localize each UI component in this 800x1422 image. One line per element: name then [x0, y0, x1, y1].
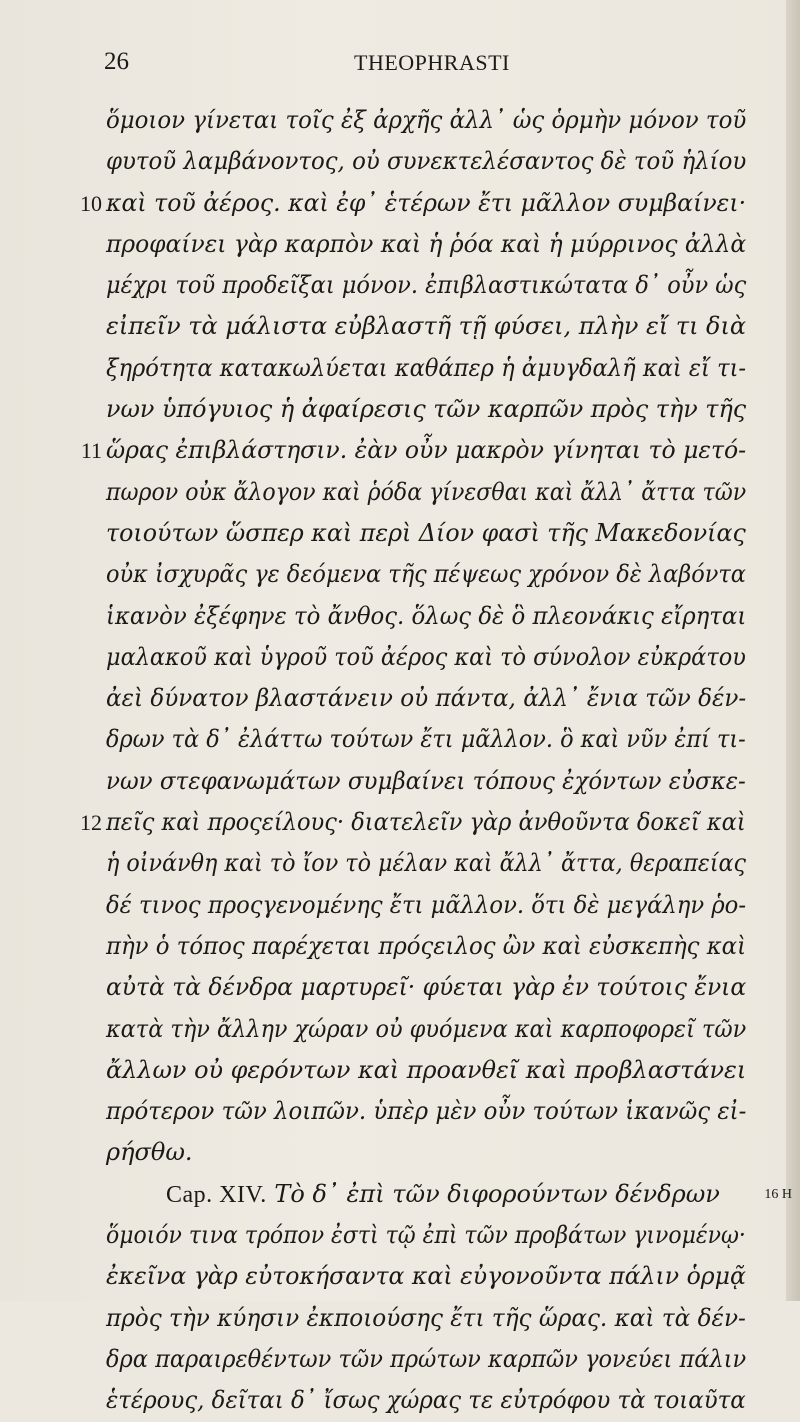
text-line: [106, 1298, 776, 1339]
text-line: [106, 306, 776, 347]
line-text: ἀεὶ δύνατον βλαστάνειν οὐ πάντα, ἀλλ᾽ ἔνια τῶν δέν-: [106, 684, 747, 713]
line-text: πρότερον τῶν λοιπῶν. ὑπὲρ μὲν οὖν τούτων ἱκανῶς εἰ-: [106, 1097, 747, 1126]
text-line: [106, 1050, 776, 1091]
text-line: [106, 348, 776, 389]
line-text: δέ τινος προςγενομένης ἔτι μᾶλλον. ὅτι δὲ μεγάλην ῥο-: [106, 890, 747, 919]
line-text: ἐκεῖνα γὰρ εὐτοκήσαντα καὶ εὐγονοῦντα πάλιν ὁρμᾷ: [106, 1262, 746, 1291]
page-edge: [786, 0, 800, 1301]
line-text: κατὰ τὴν ἄλλην χώραν οὐ φυόμενα καὶ καρποφορεῖ τῶν: [106, 1014, 747, 1043]
text-line: [106, 265, 776, 306]
text-line: [106, 513, 776, 554]
line-text: δρων τὰ δ᾽ ἐλάττω τούτων ἔτι μᾶλλον. ὃ καὶ νῦν ἐπί τι-: [106, 725, 746, 754]
page-number: 26: [104, 48, 129, 75]
text-line: [106, 637, 776, 678]
page-header: [104, 48, 704, 82]
text-line: [106, 843, 776, 884]
text-line: [106, 1174, 792, 1215]
line-text: ἡ οἰνάνθη καὶ τὸ ἴον τὸ μέλαν καὶ ἄλλ᾽ ἄττα, θεραπείας: [106, 849, 747, 878]
line-text: ὅμοιον γίνεται τοῖς ἐξ ἀρχῆς ἀλλ᾽ ὡς ὁρμὴν μόνον τοῦ: [106, 106, 747, 134]
line-text: ξηρότητα κατακωλύεται καθάπερ ἡ ἀμυγδαλῆ καὶ εἴ τι-: [106, 353, 747, 382]
text-line: [106, 1091, 776, 1132]
text-line: [80, 802, 776, 843]
line-text: εἰπεῖν τὰ μάλιστα εὐβλαστῆ τῇ φύσει, πλὴν εἴ τι διὰ: [106, 312, 746, 341]
text-line: [106, 1339, 776, 1380]
text-line: [106, 554, 776, 595]
text-line: [106, 885, 776, 926]
page-reference: 16 H: [764, 1186, 792, 1202]
text-line: [106, 141, 776, 182]
line-text: τοιούτων ὥσπερ καὶ περὶ Δίον φασὶ τῆς Μακεδονίας: [106, 518, 746, 547]
text-line: [106, 967, 776, 1008]
line-text: αὐτὰ τὰ δένδρα μαρτυρεῖ· φύεται γὰρ ἐν τούτοις ἔνια: [106, 973, 747, 1002]
text-line: [106, 389, 776, 430]
line-text: νων ὑπόγυιος ἡ ἀφαίρεσις τῶν καρπῶν πρὸς τὴν τῆς: [106, 395, 747, 424]
line-text: νων στεφανωμάτων συμβαίνει τόπους ἐχόντων εὐσκε-: [106, 766, 746, 795]
text-line: [106, 761, 776, 802]
chapter-heading: Cap. XIV.: [166, 1181, 267, 1208]
text-body: [80, 100, 792, 1422]
text-line: [106, 719, 776, 760]
line-text: ὅμοιόν τινα τρόπον ἐστὶ τῷ ἐπὶ τῶν προβάτων γινομένῳ·: [106, 1221, 746, 1250]
text-line: [106, 1009, 776, 1050]
line-text: μαλακοῦ καὶ ὑγροῦ τοῦ ἀέρος καὶ τὸ σύνολον εὐκράτου: [106, 642, 746, 671]
text-line: [106, 1215, 776, 1256]
line-text: ρήσθω.: [106, 1138, 193, 1167]
running-title: THEOPHRASTI: [354, 50, 510, 75]
text-line: [106, 1132, 776, 1173]
line-text: πὴν ὁ τόπος παρέχεται πρόςειλος ὢν καὶ εὐσκεπὴς καὶ: [106, 931, 747, 960]
line-text: πωρον οὐκ ἄλογον καὶ ῥόδα γίνεσθαι καὶ ἄλλ᾽ ἄττα τῶν: [106, 477, 747, 506]
text-line: [106, 926, 776, 967]
text-line: [106, 1380, 776, 1421]
section-number: 11: [80, 438, 102, 464]
text-line: [106, 596, 776, 637]
line-text: φυτοῦ λαμβάνοντος, οὐ συνεκτελέσαντος δὲ τοῦ ἡλίου: [106, 147, 747, 176]
text-line: [106, 224, 776, 265]
line-text: μέχρι τοῦ προδεῖξαι μόνον. ἐπιβλαστικώτατα δ᾽ οὖν ὡς: [106, 271, 747, 300]
line-text: ἱκανὸν ἐξέφηνε τὸ ἄνθος. ὅλως δὲ ὃ πλεονάκις εἴρηται: [106, 601, 747, 630]
line-text: οὐκ ἰσχυρᾶς γε δεόμενα τῆς πέψεως χρόνον δὲ λαβόντα: [106, 560, 746, 589]
section-number: 12: [80, 810, 102, 836]
text-line: [106, 100, 776, 141]
line-text: ὥρας ἐπιβλάστησιν. ἐὰν οὖν μακρὸν γίνηται τὸ μετό-: [106, 436, 747, 465]
section-number: 10: [80, 190, 102, 216]
line-text: ἄλλων οὐ φερόντων καὶ προανθεῖ καὶ προβλαστάνει: [106, 1055, 747, 1084]
text-line: [106, 1256, 776, 1297]
line-text: Τὸ δ᾽ ἐπὶ τῶν διφορούντων δένδρων: [274, 1179, 720, 1208]
line-text: δρα παραιρεθέντων τῶν πρώτων καρπῶν γονεύει πάλιν: [106, 1344, 747, 1373]
text-line: [106, 678, 776, 719]
line-text: καὶ τοῦ ἀέρος. καὶ ἐφ᾽ ἑτέρων ἔτι μᾶλλον συμβαίνει·: [106, 188, 747, 217]
text-line: [106, 472, 776, 513]
line-text: προφαίνει γὰρ καρπὸν καὶ ἡ ῥόα καὶ ἡ μύρρινος ἀλλὰ: [106, 229, 747, 258]
line-text: πρὸς τὴν κύησιν ἐκποιούσης ἔτι τῆς ὥρας. καὶ τὰ δέν-: [106, 1303, 746, 1332]
line-text: ἑτέρους, δεῖται δ᾽ ἴσως χώρας τε εὐτρόφου τὰ τοιαῦτα: [106, 1386, 746, 1415]
text-line: [80, 183, 776, 224]
line-text: πεῖς καὶ προςείλους· διατελεῖν γὰρ ἀνθοῦντα δοκεῖ καὶ: [106, 808, 746, 837]
text-line: [80, 430, 776, 471]
